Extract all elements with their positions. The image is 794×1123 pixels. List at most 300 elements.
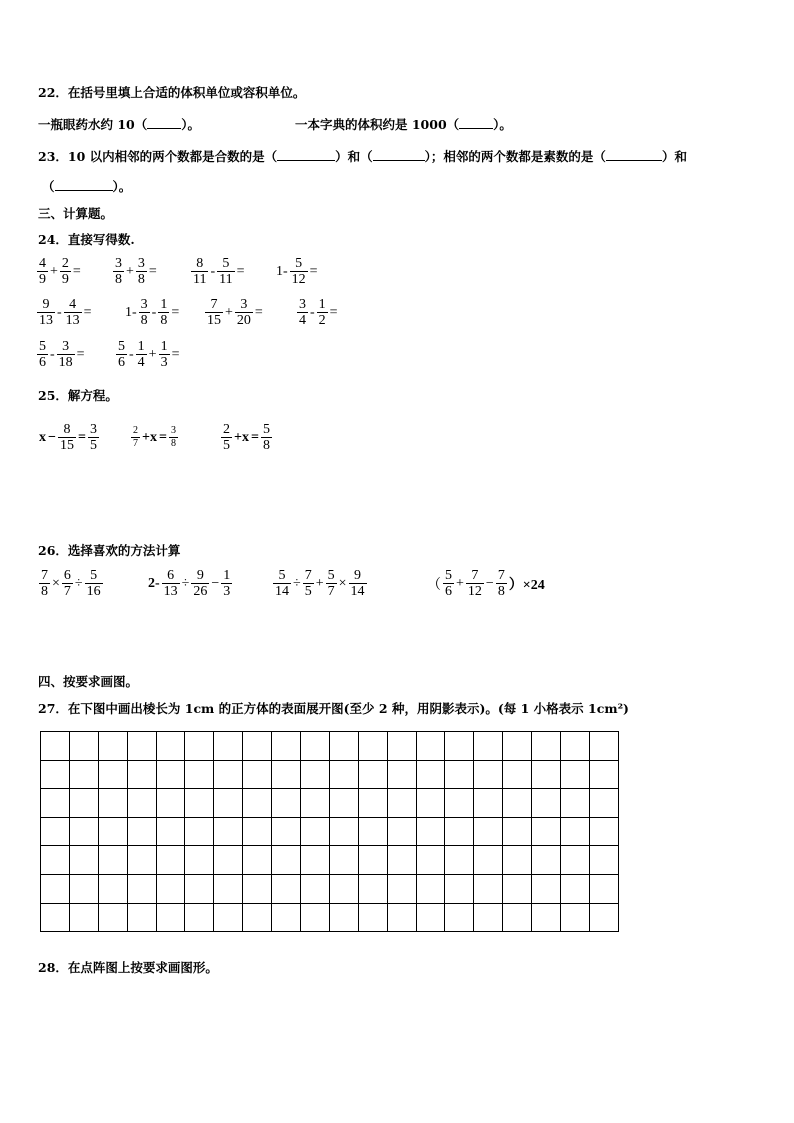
grid-cell[interactable] — [69, 789, 98, 818]
grid-cell[interactable] — [98, 903, 127, 932]
grid-cell[interactable] — [474, 732, 503, 761]
grid-cell[interactable] — [156, 789, 185, 818]
grid-cell[interactable] — [243, 732, 272, 761]
frac-num: 4 — [39, 256, 46, 271]
frac-num: 5 — [85, 568, 103, 584]
frac-den: 3 — [160, 355, 168, 370]
grid-cell[interactable] — [387, 760, 416, 789]
grid-cell[interactable] — [416, 732, 445, 761]
lead-term: 1- — [276, 263, 288, 279]
grid-cell[interactable] — [445, 789, 474, 818]
grid-cell[interactable] — [301, 760, 330, 789]
frac-den: 2 — [318, 313, 326, 328]
frac-den: 13 — [39, 313, 53, 328]
frac-num: 3 — [140, 297, 148, 312]
grid-cell[interactable] — [503, 760, 532, 789]
frac-num: 6 — [63, 568, 71, 583]
frac-den: 13 — [65, 313, 80, 328]
q26-expression-1 — [38, 568, 104, 599]
grid-cell[interactable] — [589, 789, 618, 818]
frac-num: 1 — [318, 297, 326, 312]
frac-num: 1 — [160, 339, 168, 354]
grid-cell[interactable] — [474, 817, 503, 846]
grid-cell[interactable] — [98, 732, 127, 761]
frac-num: 3 — [299, 297, 306, 312]
q22-b-blank[interactable] — [459, 128, 493, 129]
grid-cell[interactable] — [41, 874, 70, 903]
grid-cell[interactable] — [589, 760, 618, 789]
frac-den: 7 — [63, 584, 71, 599]
grid-cell[interactable] — [416, 874, 445, 903]
grid-cell[interactable] — [474, 789, 503, 818]
frac-den: 4 — [299, 313, 306, 328]
grid-cell[interactable] — [127, 760, 156, 789]
grid-cell[interactable] — [127, 874, 156, 903]
grid-cell[interactable] — [98, 789, 127, 818]
tail-multiplier: ）×24 — [508, 577, 545, 593]
grid-row — [41, 817, 619, 846]
grid-cell[interactable] — [156, 846, 185, 875]
grid-row — [41, 874, 619, 903]
grid-cell[interactable] — [185, 732, 214, 761]
q23-line2-suffix: ）。 — [112, 179, 132, 194]
grid-cell[interactable] — [474, 903, 503, 932]
frac-num: 1 — [137, 339, 145, 354]
grid-cell[interactable] — [214, 732, 243, 761]
grid-row — [41, 903, 619, 932]
q24-r3-e1 — [36, 339, 86, 370]
grid-cell[interactable] — [445, 846, 474, 875]
q25-equation-2 — [130, 425, 179, 450]
frac-den: 9 — [61, 272, 69, 287]
grid-cell[interactable] — [272, 789, 301, 818]
q25-equation-1 — [38, 422, 100, 453]
grid-cell[interactable] — [445, 817, 474, 846]
operator: × — [52, 575, 60, 591]
grid-cell[interactable] — [589, 732, 618, 761]
q26-title: 26．选择喜欢的方法计算 — [38, 543, 181, 558]
frac-den: 8 — [170, 438, 176, 449]
frac-den: 18 — [58, 355, 73, 370]
frac-den: 8 — [160, 313, 168, 328]
grid-cell[interactable] — [98, 817, 127, 846]
frac-num: 7 — [497, 568, 505, 583]
q26-expression-4 — [426, 568, 546, 599]
q25-title: 25．解方程。 — [38, 388, 118, 403]
q27-title: 27．在下图中画出棱长为 1cm 的正方体的表面展开图(至少 2 种，用阴影表示)。(每 1 小格表示 1cm²) — [38, 701, 629, 716]
grid-cell[interactable] — [445, 903, 474, 932]
q22-b-suffix: ）。 — [493, 117, 512, 132]
grid-cell[interactable] — [561, 846, 590, 875]
grid-cell[interactable] — [589, 846, 618, 875]
frac-num: 3 — [57, 339, 75, 355]
frac-den: 20 — [236, 313, 251, 328]
frac-den: 9 — [39, 272, 46, 287]
equals-sign: = — [171, 346, 180, 362]
grid-cell[interactable] — [69, 874, 98, 903]
grid-cell[interactable] — [358, 789, 387, 818]
frac-den: 11 — [219, 272, 233, 287]
grid-cell[interactable] — [272, 760, 301, 789]
grid-cell[interactable] — [127, 903, 156, 932]
frac-den: 8 — [497, 584, 505, 599]
grid-cell[interactable] — [416, 789, 445, 818]
frac-num: 2 — [133, 425, 138, 436]
q23-part4: ）和 — [661, 149, 687, 164]
frac-num: 7 — [304, 568, 312, 583]
frac-den: 6 — [118, 355, 125, 370]
frac-num: 6 — [162, 568, 180, 584]
q25-equation-3 — [220, 422, 273, 453]
left-paren: （ — [427, 577, 441, 593]
grid-cell[interactable] — [589, 903, 618, 932]
grid-cell[interactable] — [69, 903, 98, 932]
q23-line1 — [38, 147, 687, 165]
grid-cell[interactable] — [272, 817, 301, 846]
grid-cell[interactable] — [272, 874, 301, 903]
frac-den: 8 — [41, 584, 48, 599]
frac-num: 5 — [290, 256, 308, 272]
q24-r2-e1 — [36, 297, 93, 328]
grid-cell[interactable] — [329, 789, 358, 818]
equals-sign: = — [158, 429, 167, 445]
grid-cell[interactable] — [41, 846, 70, 875]
variable-x: x — [39, 429, 46, 445]
grid-cell[interactable] — [301, 874, 330, 903]
frac-den: 5 — [304, 584, 312, 599]
grid-cell[interactable] — [214, 846, 243, 875]
q23-line2 — [42, 177, 131, 195]
drawing-grid[interactable] — [40, 731, 619, 932]
grid-cell[interactable] — [243, 903, 272, 932]
frac-den: 16 — [86, 584, 101, 599]
operator: + — [126, 263, 134, 279]
grid-cell[interactable] — [474, 874, 503, 903]
q24-r1-e4 — [275, 256, 319, 287]
operator: + — [456, 575, 464, 591]
frac-num: 5 — [217, 256, 234, 272]
grid-cell[interactable] — [98, 846, 127, 875]
grid-cell[interactable] — [98, 874, 127, 903]
grid-cell[interactable] — [185, 874, 214, 903]
frac-den: 12 — [467, 584, 482, 599]
frac-num: 3 — [170, 425, 176, 436]
grid-cell[interactable] — [41, 903, 70, 932]
grid-cell[interactable] — [358, 732, 387, 761]
grid-cell[interactable] — [156, 732, 185, 761]
grid-cell[interactable] — [445, 874, 474, 903]
equals-sign: = — [76, 346, 85, 362]
grid-cell[interactable] — [329, 846, 358, 875]
operator: ÷ — [181, 575, 190, 591]
q22-b-prefix: 一本字典的体积约是 1000（ — [295, 117, 460, 132]
grid-cell[interactable] — [503, 817, 532, 846]
grid-cell[interactable] — [445, 760, 474, 789]
grid-cell[interactable] — [272, 732, 301, 761]
equals-sign: = — [83, 304, 92, 320]
frac-den: 15 — [59, 438, 74, 453]
q22-a-prefix: 一瓶眼药水约 10（ — [38, 117, 148, 132]
grid-cell[interactable] — [301, 732, 330, 761]
grid-cell[interactable] — [185, 817, 214, 846]
q22-item-a — [38, 115, 200, 133]
grid-cell[interactable] — [503, 903, 532, 932]
q23-blank-4[interactable] — [55, 190, 113, 191]
q26-expression-2 — [147, 568, 233, 599]
grid-cell[interactable] — [387, 817, 416, 846]
grid-cell[interactable] — [243, 789, 272, 818]
grid-cell[interactable] — [329, 760, 358, 789]
grid-cell[interactable] — [503, 789, 532, 818]
q24-r3-e2 — [115, 339, 180, 370]
q24-r2-e4 — [296, 297, 339, 328]
grid-cell[interactable] — [69, 817, 98, 846]
frac-num: 8 — [58, 422, 76, 438]
grid-cell[interactable] — [387, 846, 416, 875]
frac-den: 8 — [140, 313, 148, 328]
frac-num: 9 — [191, 568, 209, 584]
grid-cell[interactable] — [387, 874, 416, 903]
frac-den: 4 — [137, 355, 145, 370]
operator: - — [310, 304, 315, 320]
q23-blank-1[interactable] — [277, 160, 335, 161]
grid-cell[interactable] — [185, 789, 214, 818]
equals-sign: = — [148, 263, 157, 279]
operator: - — [210, 263, 216, 279]
frac-num: 1 — [223, 568, 231, 583]
grid-cell[interactable] — [214, 817, 243, 846]
grid-cell[interactable] — [503, 874, 532, 903]
grid-cell[interactable] — [185, 846, 214, 875]
grid-cell[interactable] — [532, 846, 561, 875]
q24-r2-e3 — [204, 297, 264, 328]
frac-den: 6 — [39, 355, 46, 370]
q24-r1-e3 — [190, 256, 246, 287]
frac-num: 9 — [37, 297, 55, 313]
grid-cell[interactable] — [416, 846, 445, 875]
grid-cell[interactable] — [387, 903, 416, 932]
grid-cell[interactable] — [214, 789, 243, 818]
grid-cell[interactable] — [185, 903, 214, 932]
grid-cell[interactable] — [329, 817, 358, 846]
grid-cell[interactable] — [561, 874, 590, 903]
frac-den: 26 — [193, 584, 208, 599]
grid-cell[interactable] — [301, 903, 330, 932]
grid-cell[interactable] — [561, 903, 590, 932]
frac-num: 5 — [262, 422, 270, 437]
grid-cell[interactable] — [69, 846, 98, 875]
grid-cell[interactable] — [41, 789, 70, 818]
grid-cell[interactable] — [474, 760, 503, 789]
grid-row — [41, 789, 619, 818]
operator: - — [129, 346, 134, 362]
grid-cell[interactable] — [561, 732, 590, 761]
grid-cell[interactable] — [532, 874, 561, 903]
grid-cell[interactable] — [532, 732, 561, 761]
frac-num: 5 — [445, 568, 452, 583]
grid-cell[interactable] — [41, 817, 70, 846]
q24-r1-e1 — [36, 256, 82, 287]
grid-cell[interactable] — [532, 817, 561, 846]
operator: ÷ — [74, 575, 83, 591]
grid-cell[interactable] — [387, 732, 416, 761]
q22-a-blank[interactable] — [147, 128, 181, 129]
grid-cell[interactable] — [416, 760, 445, 789]
operator: − — [48, 429, 56, 445]
operator: - — [57, 304, 62, 320]
q22-a-suffix: ）。 — [181, 117, 201, 132]
q24-r1-e2 — [112, 256, 158, 287]
operator: × — [338, 575, 347, 591]
grid-cell[interactable] — [243, 846, 272, 875]
grid-cell[interactable] — [301, 817, 330, 846]
grid-cell[interactable] — [561, 789, 590, 818]
grid-cell[interactable] — [358, 760, 387, 789]
operator: + — [225, 304, 233, 320]
frac-num: 4 — [64, 297, 82, 313]
grid-cell[interactable] — [156, 874, 185, 903]
q23-blank-3[interactable] — [606, 160, 662, 161]
grid-cell[interactable] — [127, 846, 156, 875]
grid-cell[interactable] — [503, 846, 532, 875]
lead-term: 2- — [148, 575, 160, 591]
grid-cell[interactable] — [185, 760, 214, 789]
frac-den: 7 — [327, 584, 335, 599]
q26-expression-3 — [272, 568, 368, 599]
operator: + — [148, 346, 157, 362]
grid-cell[interactable] — [214, 903, 243, 932]
operator: - — [151, 304, 157, 320]
q23-line2-prefix: （ — [42, 179, 55, 194]
grid-cell[interactable] — [532, 760, 561, 789]
q23-part1: 23．10 以内相邻的两个数都是合数的是（ — [38, 149, 278, 164]
frac-num: 5 — [327, 568, 335, 583]
grid-cell[interactable] — [214, 760, 243, 789]
grid-cell[interactable] — [416, 817, 445, 846]
equals-sign: = — [254, 304, 263, 320]
grid-cell[interactable] — [243, 817, 272, 846]
frac-den: 13 — [163, 584, 178, 599]
grid-cell[interactable] — [329, 732, 358, 761]
grid-cell[interactable] — [329, 874, 358, 903]
frac-den: 8 — [262, 438, 270, 453]
section-3-heading: 三、计算题。 — [38, 206, 114, 221]
equals-sign: = — [171, 304, 180, 320]
grid-cell[interactable] — [589, 874, 618, 903]
frac-den: 14 — [275, 584, 289, 599]
q24-title: 24．直接写得数. — [38, 232, 135, 247]
grid-cell[interactable] — [243, 874, 272, 903]
q22-item-b — [295, 115, 512, 133]
frac-den: 3 — [223, 584, 231, 599]
grid-cell[interactable] — [416, 903, 445, 932]
frac-den: 8 — [137, 272, 145, 287]
operator: - — [50, 346, 55, 362]
grid-cell[interactable] — [561, 817, 590, 846]
grid-cell[interactable] — [272, 903, 301, 932]
grid-cell[interactable] — [156, 817, 185, 846]
grid-row — [41, 732, 619, 761]
frac-den: 6 — [445, 584, 452, 599]
grid-cell[interactable] — [445, 732, 474, 761]
grid-cell[interactable] — [127, 789, 156, 818]
grid-cell[interactable] — [329, 903, 358, 932]
frac-den: 5 — [89, 438, 97, 453]
operator: + — [50, 263, 58, 279]
equals-sign: = — [77, 429, 86, 445]
frac-num: 8 — [191, 256, 208, 272]
grid-cell[interactable] — [127, 817, 156, 846]
frac-num: 5 — [39, 339, 46, 354]
operator: +x — [234, 429, 249, 445]
grid-cell[interactable] — [532, 789, 561, 818]
frac-num: 7 — [41, 568, 48, 583]
frac-num: 5 — [273, 568, 291, 584]
grid-cell[interactable] — [358, 846, 387, 875]
grid-cell[interactable] — [69, 732, 98, 761]
grid-cell[interactable] — [474, 846, 503, 875]
grid-cell[interactable] — [387, 789, 416, 818]
equals-sign: = — [250, 429, 259, 445]
frac-num: 3 — [137, 256, 145, 271]
frac-num: 3 — [89, 422, 97, 437]
frac-den: 14 — [350, 584, 365, 599]
grid-cell[interactable] — [98, 760, 127, 789]
equals-sign: = — [329, 304, 338, 320]
frac-num: 3 — [115, 256, 122, 271]
frac-den: 5 — [223, 438, 230, 453]
grid-cell[interactable] — [532, 903, 561, 932]
frac-den: 8 — [115, 272, 122, 287]
frac-den: 15 — [207, 313, 221, 328]
grid-cell[interactable] — [503, 732, 532, 761]
operator: − — [211, 575, 220, 591]
frac-num: 9 — [349, 568, 367, 584]
grid-cell[interactable] — [41, 760, 70, 789]
operator: +x — [142, 429, 157, 445]
grid-cell[interactable] — [301, 789, 330, 818]
grid-cell[interactable] — [561, 760, 590, 789]
grid-cell[interactable] — [214, 874, 243, 903]
grid-cell[interactable] — [127, 732, 156, 761]
grid-cell[interactable] — [358, 903, 387, 932]
grid-cell[interactable] — [358, 817, 387, 846]
operator: ÷ — [293, 575, 301, 591]
grid-cell[interactable] — [589, 817, 618, 846]
grid-cell[interactable] — [156, 903, 185, 932]
grid-cell[interactable] — [243, 760, 272, 789]
operator: + — [315, 575, 324, 591]
grid-cell[interactable] — [156, 760, 185, 789]
q23-blank-2[interactable] — [373, 160, 425, 161]
frac-num: 5 — [118, 339, 125, 354]
frac-num: 7 — [466, 568, 484, 584]
grid-cell[interactable] — [358, 874, 387, 903]
frac-num: 3 — [235, 297, 253, 313]
q24-r2-e2 — [124, 297, 180, 328]
q22-title: 22．在括号里填上合适的体积单位或容积单位。 — [38, 85, 306, 100]
frac-num: 2 — [223, 422, 230, 437]
frac-den: 12 — [291, 272, 306, 287]
equals-sign: = — [236, 263, 245, 279]
grid-cell[interactable] — [41, 732, 70, 761]
section-4-heading: 四、按要求画图。 — [38, 674, 139, 689]
grid-cell[interactable] — [301, 846, 330, 875]
grid-cell[interactable] — [272, 846, 301, 875]
frac-den: 7 — [133, 438, 138, 449]
grid-row — [41, 846, 619, 875]
grid-cell[interactable] — [69, 760, 98, 789]
